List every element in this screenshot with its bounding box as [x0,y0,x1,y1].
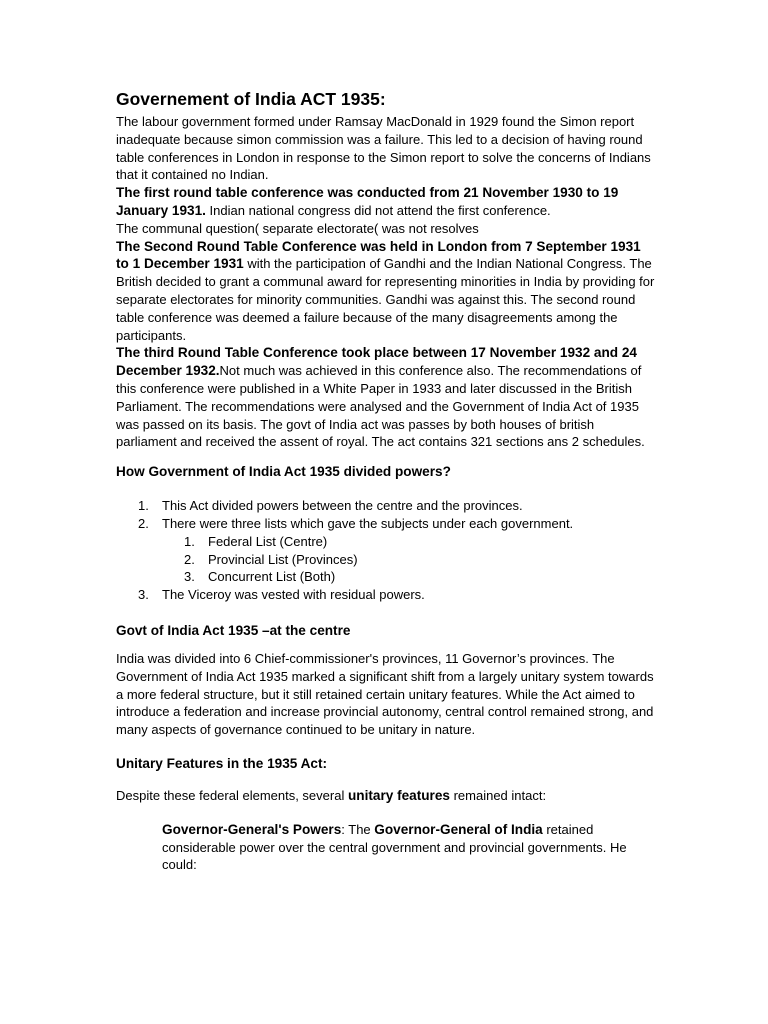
sublist-item: 3. Concurrent List (Both) [184,569,336,585]
governor-general-paragraph: Governor-General's Powers: The Governor-General of India retained considerable power over the central government and provincial governments. He could: [162,821,627,873]
third-conference-bold: The third Round Table Conference took place between 17 November 1932 and 24 December 1932. [116,345,637,379]
second-conference-text: with the participation of Gandhi and the Indian National Congress. The British decided to grant a communal award for representing minorities in India by providing for separate electorates for minority communities. Gandhi was against this. The second round table conference was deemed a failure because of the many disagreements among the participants. [116,256,655,343]
sublist-item: 1. Federal List (Centre) [184,533,328,549]
heading-at-centre: Govt of India Act 1935 –at the centre [116,622,351,638]
heading-divided-powers: How Government of India Act 1935 divided powers? [116,464,451,480]
despite-paragraph: Despite these federal elements, several unitary features remained intact: [116,787,547,803]
powers-list [116,497,656,604]
second-conference-paragraph [116,238,656,345]
intro-paragraph: The labour government formed under Ramsay MacDonald in 1929 found the Simon report inadequate because simon commission was a failure. This led to a decision of having round table conferences in London in response to the Simon report to solve the concerns of Indians that it contained no Indian. [116,114,651,183]
first-conference-paragraph [116,184,656,220]
document-title: Governement of India ACT 1935: [116,89,386,109]
second-conference-bold: The Second Round Table Conference was held in London from 7 September 1931 to 1 December 1931 [116,238,641,272]
third-conference-paragraph [116,344,656,451]
sublist-item: 2. Provincial List (Provinces) [184,551,358,567]
first-conference-bold: The first round table conference was conducted from 21 November 1930 to 19 January 1931. [116,185,619,218]
document-page [116,88,656,874]
subject-lists [162,533,656,586]
third-conference-text: Not much was achieved in this conference also. The recommendations of this conference were published in a White Paper in 1933 and later discussed in the British Parliament. The recommendations were analysed and the Government of India Act of 1935 was passed on its basis. The govt of India act was passes by both houses of british parliament and received the assent of royal. The act contains 321 sections ans 2 schedules. [116,363,645,450]
list-item: 1. This Act divided powers between the centre and the provinces. [138,498,523,514]
communal-paragraph: The communal question( separate electorate( was not resolves [116,220,479,236]
first-conference-text: Indian national congress did not attend the first conference. [205,202,551,218]
list-item: 2. There were three lists which gave the subjects under each government. 1. Federal List (Centre) 2. Provincial List (Provinces) 3. Concurrent List (Both) [116,515,656,586]
centre-paragraph: India was divided into 6 Chief-commissioner's provinces, 11 Governor’s provinces. The Government of India Act 1935 marked a significant shift from a largely unitary system towards a more federal structure, but it still retained certain unitary features. While the Act aimed to introduce a federation and increase provincial autonomy, central control remained strong, and many aspects of governance continued to be unitary in nature. [116,650,654,738]
heading-unitary-features: Unitary Features in the 1935 Act: [116,755,328,771]
list-item: 3. The Viceroy was vested with residual powers. [138,587,425,603]
